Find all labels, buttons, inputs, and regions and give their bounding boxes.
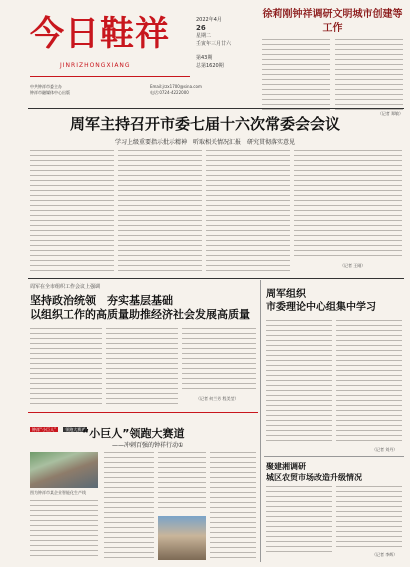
top-right-title: 徐莉刚钟祥调研文明城市创建等工作 — [262, 9, 403, 34]
sponsor-line: 中共钟祥市委主办 — [30, 84, 62, 89]
divider — [28, 278, 404, 279]
article-body-text — [336, 486, 402, 548]
masthead-contact — [150, 84, 202, 96]
top-right-article — [262, 8, 403, 116]
masthead-pinyin: JINRIZHONGXIANG — [60, 62, 131, 69]
side1-credit: （记者 刘丹） — [372, 447, 398, 452]
feature-tag: 领跑大赛道 — [65, 427, 86, 432]
side2-headline-line: 城区农贸市场改造升级情况 — [266, 473, 362, 482]
masthead-sponsor — [30, 84, 70, 96]
article-body-text — [294, 150, 402, 260]
feature-title: “小巨人”领跑大赛道 — [82, 427, 185, 440]
divider — [264, 456, 404, 457]
column-divider — [260, 280, 261, 562]
side2-headline — [266, 461, 362, 483]
feature-subtitle: ——冲刺百强的钟祥行动① — [112, 442, 184, 449]
article-body-text — [262, 39, 330, 111]
feature-photo — [158, 516, 206, 560]
section2-headline-line: 坚持政治统领 夯实基层基础 — [30, 294, 173, 307]
date-weekday: 星期二 — [196, 33, 212, 39]
article-body-text — [335, 39, 403, 111]
article-body-text — [158, 452, 206, 512]
sponsor-line: 钟祥市融媒体中心出版 — [30, 90, 70, 95]
section2-kicker: 周军在全市组织工作会议上强调 — [30, 284, 101, 290]
divider — [28, 108, 404, 109]
lead-headline: 周军主持召开市委七届十六次常委会会议 — [69, 115, 340, 133]
section2-headline — [30, 294, 250, 322]
article-body-text — [106, 328, 178, 408]
article-body-text — [30, 150, 114, 274]
article-body-text — [182, 328, 256, 392]
top-right-credit: （记者 郑敏） — [377, 111, 403, 116]
side1-headline — [266, 288, 376, 314]
date-month: 2022年4月 — [196, 17, 222, 23]
section2-credit: （记者 何兰芳 程美莹） — [196, 396, 239, 401]
feature-tags — [30, 416, 87, 435]
article-body-text — [336, 320, 402, 444]
article-body-text — [104, 452, 154, 560]
side2-credit: （记者 李辉） — [372, 552, 398, 557]
lead-subhead: 学习上级重要指示批示精神 听取相关情况汇报 研究贯彻落实意见 — [114, 139, 295, 146]
article-body-text — [206, 150, 290, 274]
contact-line: 电话:0724-4222000 — [150, 90, 189, 95]
side2-headline-line: 聚建湘调研 — [266, 462, 306, 471]
masthead-rule — [30, 76, 190, 77]
date-lunar: 壬寅年三月廿六 — [196, 41, 232, 47]
issue-number: 第43期 — [196, 55, 213, 61]
article-body-text — [30, 500, 98, 560]
masthead-logo: 今日鞋祥 — [30, 14, 170, 54]
lead-credit: （记者 王刚） — [340, 263, 366, 268]
total-issue: 总第1620期 — [196, 63, 224, 69]
article-body-text — [266, 320, 332, 444]
article-body-text — [266, 486, 332, 552]
side1-headline-line: 市委理论中心组集中学习 — [266, 302, 376, 313]
side1-headline-line: 周军组织 — [266, 289, 306, 300]
feature-caption: 图为钟祥市某企业智能化生产线 — [30, 490, 86, 495]
feature-photo — [30, 452, 98, 488]
feature-tag: 钟祥“小巨人” — [32, 427, 57, 432]
divider — [28, 412, 258, 413]
article-body-text — [30, 328, 102, 408]
section2-headline-line: 以组织工作的高质量助推经济社会发展高质量 — [30, 308, 250, 321]
date-day: 26 — [196, 24, 206, 32]
masthead-date — [196, 16, 254, 70]
article-body-text — [118, 150, 202, 274]
article-body-text — [210, 452, 256, 560]
contact-line: Email:jrzx1700@sina.com — [150, 84, 202, 89]
